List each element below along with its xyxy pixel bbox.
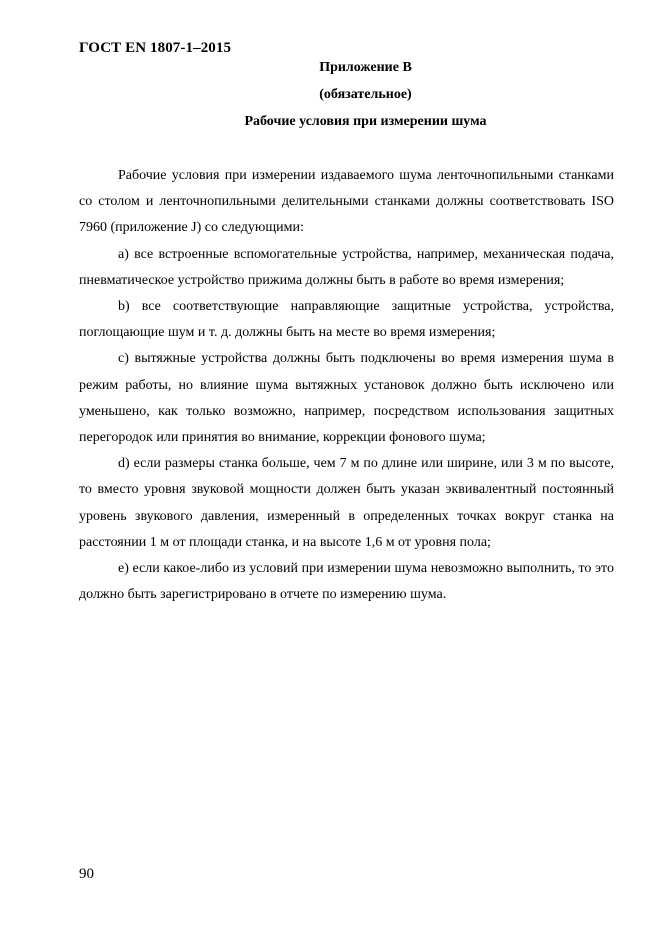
annex-title: Рабочие условия при измерении шума [244,114,487,129]
annex-status: (обязательное) [319,87,412,102]
list-item-a: a) все встроенные вспомогательные устройства, например, механическая подача, пневматическое устройство прижима должны быть в работе во время измерения; [79,246,614,288]
page-number: 90 [79,866,94,882]
list-item-d: d) если размеры станка больше, чем 7 м по длине или ширине, или 3 м по высоте, то вместо уровня звуковой мощности должен быть указан эквивалентный постоянный уровень звукового давления, измеренный в определенных точках вокруг станка на расстоянии 1 м от площади станка, и на высоте 1,6 м от уровня пола; [79,456,614,550]
list-item-e: e) если какое-либо из условий при измерении шума невозможно выполнить, то это должно быть зарегистрировано в отчете по измерению шума. [79,561,614,603]
document-code-header: ГОСТ EN 1807-1–2015 [79,40,232,56]
list-item-b: b) все соответствующие направляющие защитные устройства, устройства, поглощающие шум и т. д. должны быть на месте во время измерения; [79,299,614,341]
intro-paragraph: Рабочие условия при измерении издаваемого шума ленточнопильными станками со столом и ленточнопильными делительными станками должны соответствовать ISO 7960 (приложение J) со следующими: [79,168,614,236]
annex-label: Приложение В [319,60,412,75]
list-item-c: c) вытяжные устройства должны быть подключены во время измерения шума в режим работы, но влияние шума вытяжных установок должно быть исключено или уменьшено, как только возможно, например, посредством использования защитных перегородок или принятия во внимание, коррекции фонового шума; [79,351,614,446]
annex-body [79,163,614,608]
